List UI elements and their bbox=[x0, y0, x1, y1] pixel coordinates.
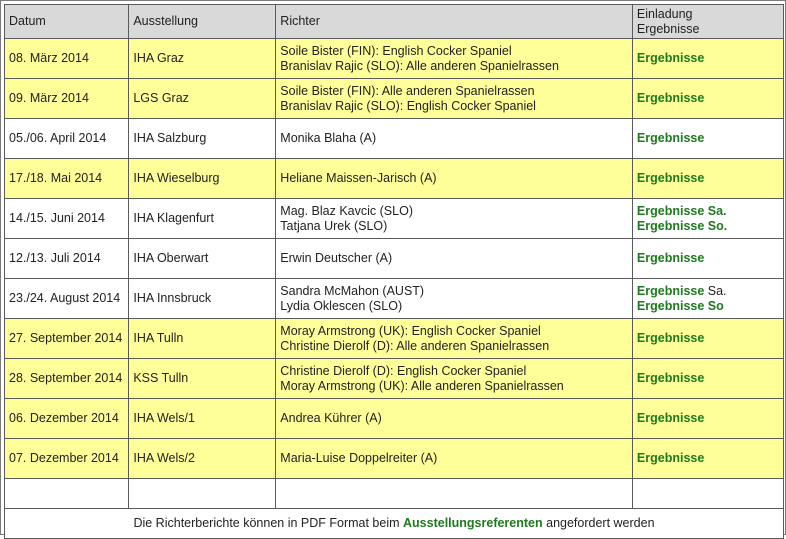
blank-row bbox=[5, 479, 784, 509]
cell-ausstellung: IHA Tulln bbox=[129, 319, 276, 359]
cell-ergebnisse bbox=[632, 199, 783, 239]
table-header-row bbox=[5, 5, 784, 39]
cell-ausstellung: LGS Graz bbox=[129, 79, 276, 119]
table-row bbox=[5, 359, 784, 399]
cell-ausstellung: IHA Graz bbox=[129, 39, 276, 79]
cell-datum: 23./24. August 2014 bbox=[5, 279, 129, 319]
cell-ausstellung: IHA Wels/1 bbox=[129, 399, 276, 439]
table-row bbox=[5, 159, 784, 199]
header-richter: Richter bbox=[276, 5, 633, 39]
header-ergebnisse: Ergebnisse bbox=[636, 21, 700, 36]
cell-datum: 27. September 2014 bbox=[5, 319, 129, 359]
cell-ausstellung: IHA Wels/2 bbox=[129, 439, 276, 479]
ergebnisse-link[interactable]: Ergebnisse bbox=[636, 451, 705, 465]
ergebnisse-link[interactable]: Ergebnisse bbox=[636, 283, 705, 298]
cell-richter bbox=[276, 279, 633, 319]
header-ausstellung: Ausstellung bbox=[129, 5, 276, 39]
footer-note bbox=[5, 509, 784, 539]
richter-line-1: Soile Bister (FIN): English Cocker Spaniel bbox=[280, 43, 512, 58]
table-row bbox=[5, 319, 784, 359]
shows-table bbox=[4, 4, 784, 539]
cell-ausstellung: IHA Oberwart bbox=[129, 239, 276, 279]
ergebnisse-link[interactable]: Ergebnisse bbox=[636, 171, 705, 185]
cell-ergebnisse bbox=[632, 359, 783, 399]
table-row bbox=[5, 39, 784, 79]
ergebnisse-link[interactable]: Ergebnisse bbox=[636, 331, 705, 345]
richter-line-1: Andrea Kührer (A) bbox=[280, 411, 382, 425]
richter-line-1: Moray Armstrong (UK): English Cocker Spaniel bbox=[280, 323, 541, 338]
cell-ausstellung: IHA Salzburg bbox=[129, 119, 276, 159]
ergebnisse-line-1 bbox=[637, 371, 783, 386]
ergebnisse-line-1 bbox=[637, 91, 783, 106]
cell-datum: 12./13. Juli 2014 bbox=[5, 239, 129, 279]
cell-ergebnisse bbox=[632, 39, 783, 79]
cell-datum: 05./06. April 2014 bbox=[5, 119, 129, 159]
richter-line-1: Mag. Blaz Kavcic (SLO) bbox=[280, 203, 413, 218]
cell-richter bbox=[276, 319, 633, 359]
cell-richter bbox=[276, 119, 633, 159]
table-row bbox=[5, 199, 784, 239]
ergebnisse-link[interactable]: Ergebnisse bbox=[636, 131, 705, 145]
cell-richter bbox=[276, 39, 633, 79]
table-row bbox=[5, 119, 784, 159]
ergebnisse-line-1 bbox=[637, 331, 783, 346]
cell-datum: 08. März 2014 bbox=[5, 39, 129, 79]
richter-line-1: Erwin Deutscher (A) bbox=[280, 251, 393, 265]
cell-ausstellung: KSS Tulln bbox=[129, 359, 276, 399]
footer-text-before: Die Richterberichte können in PDF Format beim bbox=[133, 516, 404, 530]
ergebnisse-line-1 bbox=[637, 284, 783, 299]
cell-datum: 07. Dezember 2014 bbox=[5, 439, 129, 479]
ergebnisse-link-2[interactable]: Ergebnisse So. bbox=[636, 218, 728, 233]
ergebnisse-line-1 bbox=[637, 51, 783, 66]
ergebnisse-line-1 bbox=[637, 204, 783, 219]
richter-line-1: Christine Dierolf (D): English Cocker Spaniel bbox=[280, 363, 527, 378]
table-row bbox=[5, 399, 784, 439]
blank-cell bbox=[129, 479, 276, 509]
richter-line-1: Soile Bister (FIN): Alle anderen Spanielrassen bbox=[280, 83, 535, 98]
ergebnisse-line-1 bbox=[637, 411, 783, 426]
table-row bbox=[5, 279, 784, 319]
ausstellungsreferenten-link[interactable]: Ausstellungsreferenten bbox=[403, 516, 543, 530]
cell-richter bbox=[276, 239, 633, 279]
ergebnisse-link[interactable]: Ergebnisse bbox=[636, 251, 705, 265]
cell-ausstellung: IHA Klagenfurt bbox=[129, 199, 276, 239]
table-row bbox=[5, 439, 784, 479]
ergebnisse-link[interactable]: Ergebnisse bbox=[636, 91, 705, 105]
ergebnisse-link[interactable]: Ergebnisse bbox=[636, 411, 705, 425]
ergebnisse-line-1 bbox=[637, 171, 783, 186]
cell-ergebnisse bbox=[632, 399, 783, 439]
blank-cell bbox=[632, 479, 783, 509]
header-einladung-ergebnisse bbox=[632, 5, 783, 39]
table-row bbox=[5, 79, 784, 119]
shows-table-body bbox=[5, 5, 784, 539]
cell-richter bbox=[276, 199, 633, 239]
header-einladung: Einladung bbox=[636, 6, 693, 21]
cell-richter bbox=[276, 79, 633, 119]
table-row bbox=[5, 239, 784, 279]
blank-cell bbox=[276, 479, 633, 509]
cell-richter bbox=[276, 359, 633, 399]
richter-line-1: Sandra McMahon (AUST) bbox=[280, 283, 425, 298]
richter-line-1: Heliane Maissen-Jarisch (A) bbox=[280, 171, 437, 185]
cell-richter bbox=[276, 439, 633, 479]
ergebnisse-link[interactable]: Ergebnisse Sa. bbox=[636, 203, 727, 218]
footer-text-after: angefordert werden bbox=[542, 516, 655, 530]
cell-ergebnisse bbox=[632, 279, 783, 319]
ergebnisse-link-2[interactable]: Ergebnisse So bbox=[636, 298, 724, 313]
ergebnisse-link[interactable]: Ergebnisse bbox=[636, 51, 705, 65]
richter-line-2: Moray Armstrong (UK): Alle anderen Spanielrassen bbox=[280, 378, 564, 393]
cell-datum: 09. März 2014 bbox=[5, 79, 129, 119]
cell-datum: 06. Dezember 2014 bbox=[5, 399, 129, 439]
header-datum: Datum bbox=[5, 5, 129, 39]
cell-ausstellung: IHA Innsbruck bbox=[129, 279, 276, 319]
cell-ausstellung: IHA Wieselburg bbox=[129, 159, 276, 199]
ergebnisse-line-1 bbox=[637, 451, 783, 466]
richter-line-1: Monika Blaha (A) bbox=[280, 131, 377, 145]
ergebnisse-line-2 bbox=[637, 219, 783, 234]
ergebnisse-link[interactable]: Ergebnisse bbox=[636, 371, 705, 385]
cell-ergebnisse bbox=[632, 439, 783, 479]
richter-line-2: Lydia Oklescen (SLO) bbox=[280, 298, 403, 313]
richter-line-2: Branislav Rajic (SLO): English Cocker Spaniel bbox=[280, 98, 536, 113]
ergebnisse-suffix: Sa. bbox=[704, 283, 727, 298]
cell-datum: 17./18. Mai 2014 bbox=[5, 159, 129, 199]
cell-ergebnisse bbox=[632, 319, 783, 359]
cell-richter bbox=[276, 159, 633, 199]
ergebnisse-line-1 bbox=[637, 251, 783, 266]
cell-ergebnisse bbox=[632, 239, 783, 279]
richter-line-2: Branislav Rajic (SLO): Alle anderen Spanielrassen bbox=[280, 58, 559, 73]
footer-row bbox=[5, 509, 784, 539]
cell-datum: 28. September 2014 bbox=[5, 359, 129, 399]
richter-line-2: Christine Dierolf (D): Alle anderen Spanielrassen bbox=[280, 338, 550, 353]
blank-cell bbox=[5, 479, 129, 509]
ergebnisse-line-2 bbox=[637, 299, 783, 314]
ergebnisse-line-1 bbox=[637, 131, 783, 146]
cell-ergebnisse bbox=[632, 119, 783, 159]
cell-richter bbox=[276, 399, 633, 439]
cell-ergebnisse bbox=[632, 159, 783, 199]
cell-datum: 14./15. Juni 2014 bbox=[5, 199, 129, 239]
cell-ergebnisse bbox=[632, 79, 783, 119]
richter-line-1: Maria-Luise Doppelreiter (A) bbox=[280, 451, 438, 465]
richter-line-2: Tatjana Urek (SLO) bbox=[280, 218, 388, 233]
